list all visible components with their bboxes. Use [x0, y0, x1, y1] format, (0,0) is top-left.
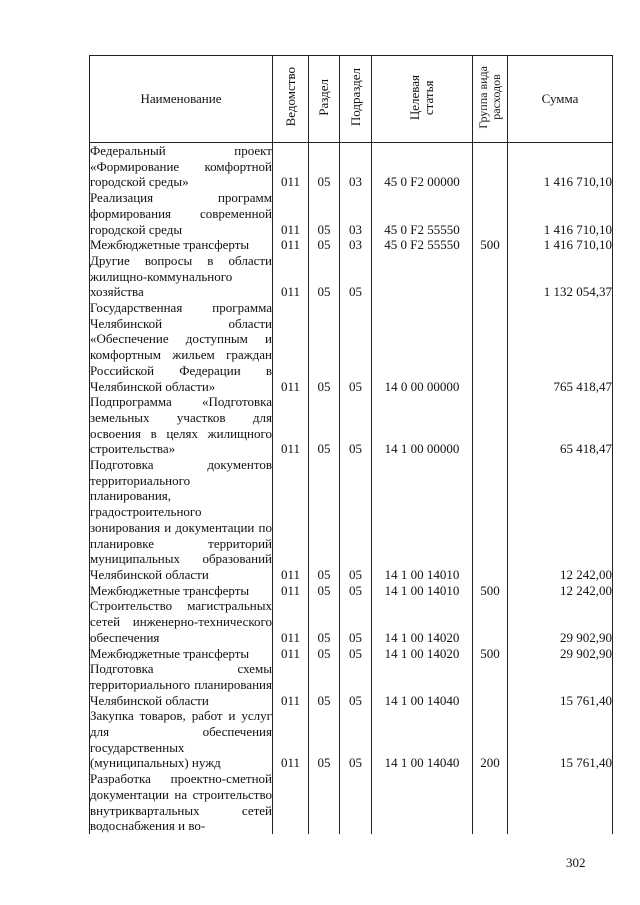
cell-celevaya-statya: [372, 253, 473, 300]
cell-summa: [508, 771, 613, 834]
cell-vedomstvo: [273, 771, 309, 834]
table-row: [90, 253, 613, 300]
cell-vedomstvo: 011: [273, 708, 309, 771]
cell-razdel: 05: [309, 237, 340, 253]
cell-gruppa-vida-rashodov: [473, 253, 508, 300]
cell-razdel: [309, 771, 340, 834]
cell-vedomstvo: 011: [273, 598, 309, 645]
header-celevaya-statya: Целевая статья: [372, 56, 473, 143]
cell-celevaya-statya: 14 1 00 14020: [372, 598, 473, 645]
table-body: [90, 143, 613, 834]
cell-vedomstvo: 011: [273, 190, 309, 237]
cell-vedomstvo: 011: [273, 661, 309, 708]
header-summa: Сумма: [508, 56, 613, 143]
cell-name: Закупка товаров, работ и услуг для обеспечения государственных (муниципальных) нужд: [90, 708, 272, 771]
cell-razdel: 05: [309, 661, 340, 708]
cell-name: Подготовка документов территориального планирования, градостроительного зонирования и документации по планировке территорий муниципальных образований Челябинской области: [90, 457, 272, 582]
cell-name: Разработка проектно-сметной документации на строительство внутриквартальных сетей водоснабжения и во-: [90, 771, 272, 834]
cell-podrazdel: 05: [340, 300, 372, 394]
header-vedomstvo: Ведомство: [273, 56, 309, 143]
cell-gruppa-vida-rashodov: [473, 661, 508, 708]
cell-podrazdel: 05: [340, 661, 372, 708]
table-header-row: [90, 56, 613, 143]
cell-podrazdel: 05: [340, 394, 372, 457]
cell-gruppa-vida-rashodov: 500: [473, 646, 508, 662]
cell-razdel: 05: [309, 143, 340, 191]
cell-name: Другие вопросы в области жилищно-коммунального хозяйства: [90, 252, 272, 300]
table-row: [90, 237, 613, 253]
cell-name: Подготовка схемы территориального планирования Челябинской области: [90, 661, 272, 708]
cell-summa: 29 902,90: [508, 646, 613, 662]
cell-razdel: 05: [309, 190, 340, 237]
cell-celevaya-statya: 45 0 F2 00000: [372, 143, 473, 191]
cell-podrazdel: 03: [340, 237, 372, 253]
cell-razdel: 05: [309, 394, 340, 457]
cell-podrazdel: 05: [340, 598, 372, 645]
cell-name: Межбюджетные трансферты: [90, 237, 273, 253]
cell-vedomstvo: 011: [273, 143, 309, 191]
cell-podrazdel: 05: [340, 583, 372, 599]
cell-name: Строительство магистральных сетей инженерно-технического обеспечения: [90, 598, 272, 645]
table-row: [90, 143, 613, 191]
cell-vedomstvo: 011: [273, 237, 309, 253]
table-row: [90, 394, 613, 457]
cell-vedomstvo: 011: [273, 583, 309, 599]
cell-podrazdel: [340, 771, 372, 834]
budget-table: [89, 55, 613, 834]
cell-summa: 15 761,40: [508, 708, 613, 771]
cell-summa: 65 418,47: [508, 394, 613, 457]
cell-summa: 12 242,00: [508, 457, 613, 583]
table-row: [90, 646, 613, 662]
table-row: [90, 661, 613, 708]
header-razdel: Раздел: [309, 56, 340, 143]
cell-podrazdel: 05: [340, 253, 372, 300]
cell-celevaya-statya: 45 0 F2 55550: [372, 190, 473, 237]
cell-celevaya-statya: 14 1 00 14040: [372, 661, 473, 708]
cell-celevaya-statya: 14 1 00 14040: [372, 708, 473, 771]
cell-celevaya-statya: [372, 771, 473, 834]
cell-summa: 15 761,40: [508, 661, 613, 708]
cell-celevaya-statya: 14 1 00 14020: [372, 646, 473, 662]
cell-razdel: 05: [309, 253, 340, 300]
table-row: [90, 598, 613, 645]
cell-gruppa-vida-rashodov: [473, 394, 508, 457]
header-gruppa-vida-rashodov: Группа вида расходов: [473, 56, 508, 143]
table-row: [90, 190, 613, 237]
cell-podrazdel: 03: [340, 143, 372, 191]
cell-summa: 1 416 710,10: [508, 190, 613, 237]
cell-summa: 1 416 710,10: [508, 143, 613, 191]
page-number: 302: [566, 855, 586, 870]
cell-celevaya-statya: 14 1 00 14010: [372, 457, 473, 583]
cell-gruppa-vida-rashodov: [473, 190, 508, 237]
cell-podrazdel: 03: [340, 190, 372, 237]
cell-celevaya-statya: 14 1 00 00000: [372, 394, 473, 457]
table-row: [90, 457, 613, 583]
table-row: [90, 300, 613, 394]
cell-gruppa-vida-rashodov: [473, 143, 508, 191]
cell-summa: 12 242,00: [508, 583, 613, 599]
cell-name: Реализация программ формирования современной городской среды: [90, 190, 272, 237]
cell-razdel: 05: [309, 457, 340, 583]
cell-vedomstvo: 011: [273, 457, 309, 583]
cell-celevaya-statya: 14 0 00 00000: [372, 300, 473, 394]
cell-gruppa-vida-rashodov: 500: [473, 583, 508, 599]
cell-gruppa-vida-rashodov: 500: [473, 237, 508, 253]
table-row: [90, 708, 613, 771]
header-podrazdel: Подраздел: [340, 56, 372, 143]
cell-celevaya-statya: 45 0 F2 55550: [372, 237, 473, 253]
cell-podrazdel: 05: [340, 708, 372, 771]
cell-vedomstvo: 011: [273, 253, 309, 300]
cell-podrazdel: 05: [340, 457, 372, 583]
header-name: Наименование: [90, 56, 273, 143]
cell-razdel: 05: [309, 300, 340, 394]
cell-razdel: 05: [309, 598, 340, 645]
cell-summa: 1 416 710,10: [508, 237, 613, 253]
cell-vedomstvo: 011: [273, 300, 309, 394]
cell-razdel: 05: [309, 646, 340, 662]
cell-razdel: 05: [309, 708, 340, 771]
cell-name: Государственная программа Челябинской области «Обеспечение доступным и комфортным жильем граждан Российской Федерации в Челябинской области»: [90, 300, 272, 394]
cell-razdel: 05: [309, 583, 340, 599]
cell-name: Федеральный проект «Формирование комфортной городской среды»: [90, 143, 272, 190]
cell-vedomstvo: 011: [273, 394, 309, 457]
cell-gruppa-vida-rashodov: 200: [473, 708, 508, 771]
cell-summa: 765 418,47: [508, 300, 613, 394]
cell-vedomstvo: 011: [273, 646, 309, 662]
cell-podrazdel: 05: [340, 646, 372, 662]
cell-gruppa-vida-rashodov: [473, 300, 508, 394]
cell-gruppa-vida-rashodov: [473, 457, 508, 583]
cell-summa: 29 902,90: [508, 598, 613, 645]
table-row: [90, 771, 613, 834]
cell-gruppa-vida-rashodov: [473, 598, 508, 645]
cell-name: Подпрограмма «Подготовка земельных участков для освоения в целях жилищного строительства»: [90, 394, 272, 457]
cell-name: Межбюджетные трансферты: [90, 646, 273, 662]
cell-gruppa-vida-rashodov: [473, 771, 508, 834]
cell-celevaya-statya: 14 1 00 14010: [372, 583, 473, 599]
cell-summa: 1 132 054,37: [508, 253, 613, 300]
table-row: [90, 583, 613, 599]
cell-name: Межбюджетные трансферты: [90, 583, 273, 599]
